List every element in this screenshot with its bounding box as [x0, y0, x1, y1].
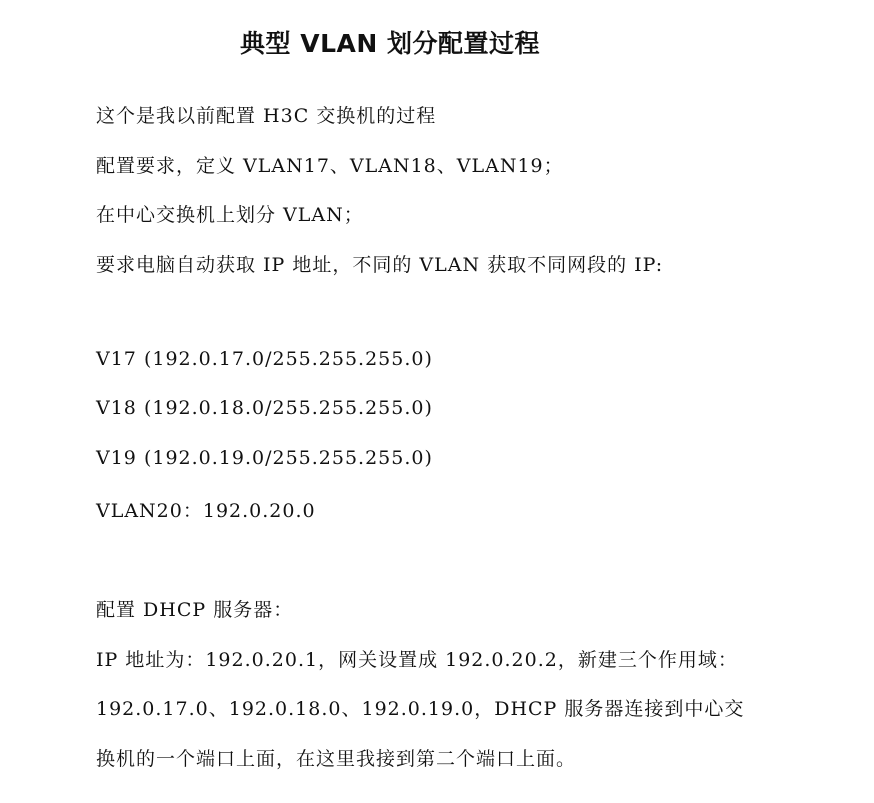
paragraph-dhcp-address: IP 地址为：192.0.20.1，网关设置成 192.0.20.2，新建三个作用域： [96, 649, 738, 671]
paragraph-intro: 这个是我以前配置 H3C 交换机的过程 [96, 105, 437, 127]
vlan18-subnet: V18 (192.0.18.0/255.255.255.0) [96, 397, 433, 419]
paragraph-dhcp-port: 换机的一个端口上面，在这里我接到第二个端口上面。 [96, 748, 577, 770]
paragraph-requirement: 配置要求，定义 VLAN17、VLAN18、VLAN19； [96, 155, 564, 177]
vlan19-subnet: V19 (192.0.19.0/255.255.255.0) [96, 447, 433, 469]
paragraph-auto-ip: 要求电脑自动获取 IP 地址，不同的 VLAN 获取不同网段的 IP: [96, 254, 664, 276]
vlan20-subnet: VLAN20：192.0.20.0 [96, 500, 316, 522]
paragraph-core-switch: 在中心交换机上划分 VLAN； [96, 204, 364, 226]
paragraph-dhcp-scopes: 192.0.17.0、192.0.18.0、192.0.19.0，DHCP 服务器连接到中心交 [96, 698, 745, 720]
paragraph-dhcp-heading: 配置 DHCP 服务器： [96, 599, 294, 621]
vlan17-subnet: V17 (192.0.17.0/255.255.255.0) [96, 348, 433, 370]
document-title: 典型 VLAN 划分配置过程 [240, 29, 540, 58]
